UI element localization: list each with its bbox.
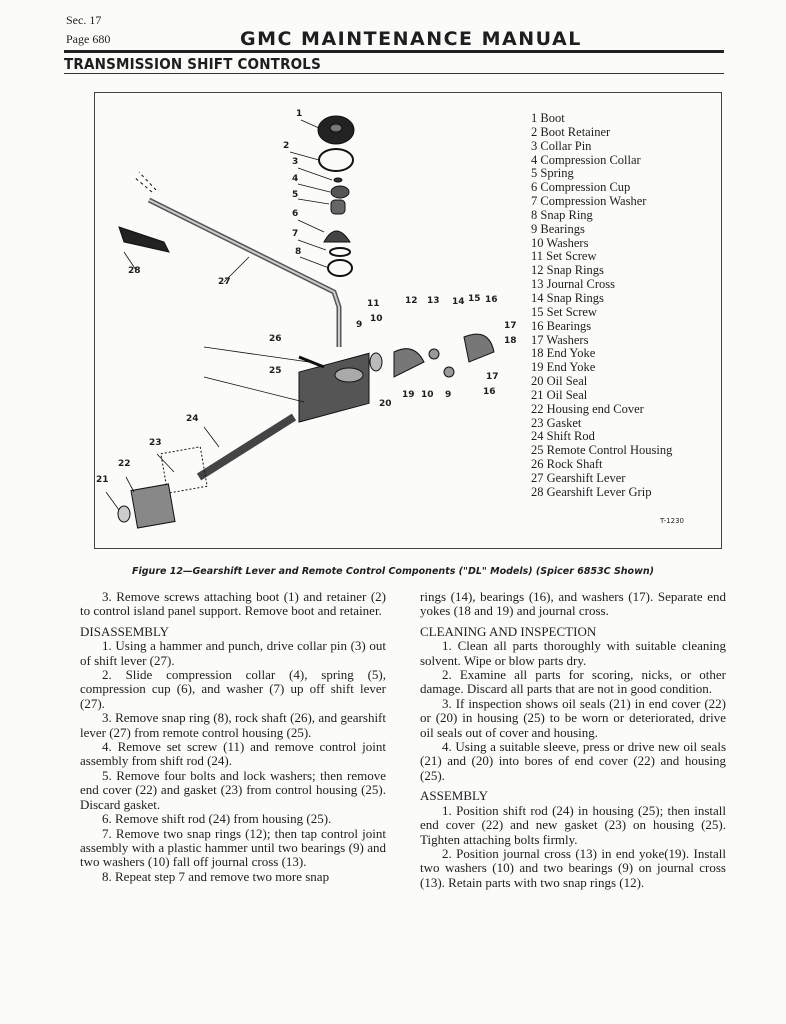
legend-item: 27 Gearshift Lever xyxy=(531,470,626,485)
legend-item: 13 Journal Cross xyxy=(531,277,616,292)
section-rule xyxy=(64,73,724,74)
legend-item: 21 Oil Seal xyxy=(531,387,588,402)
callout-label: 11 xyxy=(367,299,380,309)
legend-item: 12 Snap Rings xyxy=(531,263,604,278)
callout-label: 9 xyxy=(356,320,363,330)
paragraph: 1. Using a hammer and punch, drive collar pin (3) out of shift lever (27). xyxy=(80,638,386,668)
legend-item: 16 Bearings xyxy=(531,318,592,333)
callout-label: 10 xyxy=(370,314,383,324)
callout-label: 26 xyxy=(269,334,282,344)
paragraph: 6. Remove shift rod (24) from housing (25). xyxy=(102,811,332,827)
legend-item: 26 Rock Shaft xyxy=(531,457,603,472)
callout-label: 27 xyxy=(218,277,231,287)
manual-title: GMC MAINTENANCE MANUAL xyxy=(240,28,582,50)
paragraph: 1. Position shift rod (24) in housing (25); then install end cover (22) and new gasket (23) on housing (25). Tighten attaching bolts firmly. xyxy=(420,802,726,847)
legend-item: 23 Gasket xyxy=(531,415,582,430)
callout-label: 16 xyxy=(485,295,498,305)
legend-item: 19 End Yoke xyxy=(531,360,596,375)
legend-item: 20 Oil Seal xyxy=(531,374,588,389)
callout-label: 17 xyxy=(504,321,517,331)
legend-item: 14 Snap Rings xyxy=(531,290,604,305)
section-heading: CLEANING AND INSPECTION xyxy=(420,623,597,639)
page-number: Page 680 xyxy=(66,32,111,46)
callout-label: 16 xyxy=(483,387,496,397)
paragraph: 4. Remove set screw (11) and remove control joint assembly from shift rod (24). xyxy=(80,739,386,769)
paragraph: 4. Using a suitable sleeve, press or drive new oil seals (21) and (20) into bores of end cover (22) and housing (25). xyxy=(420,739,726,783)
legend-item: 6 Compression Cup xyxy=(531,180,631,195)
callout-label: 14 xyxy=(452,297,465,307)
callout-label: 15 xyxy=(468,294,481,304)
legend-item: 15 Set Screw xyxy=(531,304,597,319)
paragraph: 3. If inspection shows oil seals (21) in end cover (22) or (20) in housing (25) to be worn or deteriorated, drive oil seals out of cover and housing. xyxy=(420,695,726,740)
legend-item: 10 Washers xyxy=(531,235,589,250)
legend-item: 5 Spring xyxy=(531,166,574,181)
section-heading: DISASSEMBLY xyxy=(80,623,169,639)
figure-id: T-1230 xyxy=(660,517,684,525)
callout-label: 3 xyxy=(292,157,299,167)
callout-label: 28 xyxy=(128,266,141,276)
legend-item: 2 Boot Retainer xyxy=(531,124,611,139)
legend-item: 7 Compression Washer xyxy=(531,194,647,209)
legend-item: 11 Set Screw xyxy=(531,249,597,264)
callout-label: 24 xyxy=(186,414,199,424)
paragraph: 2. Examine all parts for scoring, nicks, or other damage. Discard all parts that are not in good condition. xyxy=(420,667,726,697)
left-text-column xyxy=(80,590,386,884)
legend-item: 4 Compression Collar xyxy=(531,152,641,167)
callout-label: 22 xyxy=(118,459,131,469)
callout-label: 23 xyxy=(149,438,162,448)
legend-item: 24 Shift Rod xyxy=(531,429,595,444)
paragraph: 2. Slide compression collar (4), spring (5), compression cup (6), and washer (7) up off shift lever (27). xyxy=(80,667,386,711)
paragraph: 3. Remove screws attaching boot (1) and retainer (2) to control island panel support. Remove boot and retainer. xyxy=(80,589,386,619)
paragraph: rings (14), bearings (16), and washers (17). Separate end yokes (18 and 19) and journal cross. xyxy=(420,589,726,619)
section-title: TRANSMISSION SHIFT CONTROLS xyxy=(64,55,321,73)
header-rule xyxy=(64,50,724,53)
callout-label: 25 xyxy=(269,366,282,376)
callout-label: 19 xyxy=(402,390,415,400)
callout-label: 6 xyxy=(292,209,299,219)
callout-label: 20 xyxy=(379,399,392,409)
paragraph: 7. Remove two snap rings (12); then tap control joint assembly with a plastic hammer until two bearings (9) and two washers (10) fall off journal cross (13). xyxy=(80,825,386,870)
paragraph: 2. Position journal cross (13) in end yoke(19). Install two washers (10) and two bearings (9) on journal cross (13). Retain parts with two snap rings (12). xyxy=(420,845,726,890)
parts-legend xyxy=(531,112,672,500)
figure-caption: Figure 12—Gearshift Lever and Remote Control Components ("DL" Models) (Spicer 6853C Shown) xyxy=(132,566,654,577)
callout-label: 8 xyxy=(295,247,302,257)
paragraph: 5. Remove four bolts and lock washers; then remove end cover (22) and gasket (23) from control housing (25). Discard gasket. xyxy=(80,767,386,812)
legend-item: 25 Remote Control Housing xyxy=(531,443,673,458)
paragraph: 3. Remove snap ring (8), rock shaft (26), and gearshift lever (27) from remote control housing (25). xyxy=(80,710,386,740)
legend-item: 18 End Yoke xyxy=(531,346,596,361)
callout-label: 17 xyxy=(486,372,499,382)
legend-item: 1 Boot xyxy=(531,111,565,125)
section-heading: ASSEMBLY xyxy=(420,788,489,804)
callout-label: 21 xyxy=(96,475,109,485)
callout-label: 18 xyxy=(504,336,517,346)
legend-item: 28 Gearshift Lever Grip xyxy=(531,484,652,499)
right-text-column xyxy=(420,590,726,890)
legend-item: 8 Snap Ring xyxy=(531,207,593,222)
callout-label: 4 xyxy=(292,174,299,184)
section-number: Sec. 17 xyxy=(66,13,102,27)
exploded-parts-illustration xyxy=(94,92,524,548)
callout-label: 1 xyxy=(296,109,303,119)
callout-label: 2 xyxy=(283,141,290,151)
callout-label: 10 xyxy=(421,390,434,400)
callout-label: 12 xyxy=(405,296,418,306)
callout-label: 5 xyxy=(292,190,299,200)
paragraph: 8. Repeat step 7 and remove two more snap xyxy=(102,868,330,884)
legend-item: 17 Washers xyxy=(531,332,589,347)
legend-item: 22 Housing end Cover xyxy=(531,401,644,416)
callout-label: 9 xyxy=(445,390,452,400)
callout-label: 13 xyxy=(427,296,440,306)
callout-label: 7 xyxy=(292,229,299,239)
legend-item: 9 Bearings xyxy=(531,221,585,236)
legend-item: 3 Collar Pin xyxy=(531,138,592,153)
paragraph: 1. Clean all parts thoroughly with suitable cleaning solvent. Wipe or blow parts dry. xyxy=(420,638,726,668)
